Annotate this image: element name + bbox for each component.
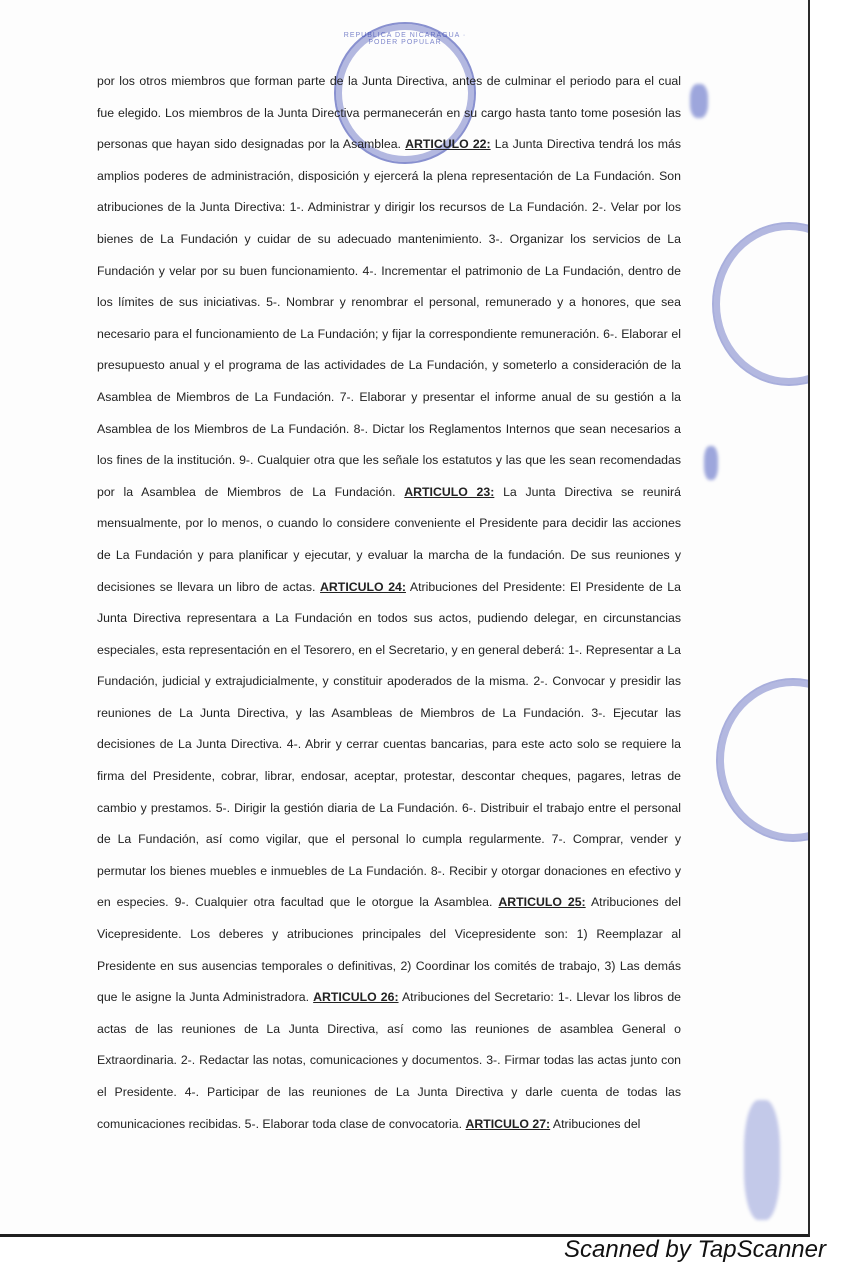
bold-text: Atribuciones del Vicepresidente. [97, 895, 682, 942]
bold-text: 6-. [603, 326, 618, 341]
body-text-span: Administrar y dirigir los recursos de La Fundación. [304, 200, 593, 215]
seal-text: REPUBLICA DE NICARAGUA · PODER POPULAR [343, 32, 467, 46]
margin-seal-stamp [712, 222, 810, 386]
body-text-span: por los otros miembros que forman parte de la Junta Directiva, antes de culminar el periodo para el cual fue elegido. Los miembros de la Junta Directiva permanecerán en su cargo hasta tanto tome posesión las personas que hayan sido designadas por la Asamblea. [97, 74, 681, 152]
body-text-span: La Junta Directiva tendrá los más amplios poderes de administración, disposición y ejercerá la plena representación de La Fundación. Son atribuciones de la Junta Directiva: [97, 137, 681, 215]
body-text-span: Coordinar los comités de trabajo, [411, 958, 605, 973]
ink-smudge [690, 84, 708, 118]
bold-text: 7-. [551, 832, 566, 847]
body-text-span: Elaborar el presupuesto anual y el programa de las actividades de La Fundación, y someterlo a consideración de la Asamblea de Miembros de La Fundación. [97, 326, 682, 404]
body-text-span: Dictar los Reglamentos Internos que sean necesarios a los fines de la institución. 9-. Cualquier otra que les señale los estatutos y las que les sean recomendadas por la Asamblea de Miembros de La Fundación. [97, 421, 681, 499]
document-body-text [97, 66, 681, 1140]
body-text-span: Elaborar toda clase de convocatoria. [259, 1116, 466, 1131]
body-text-span: Representar a La Fundación, judicial y extrajudicialmente, y constituir apoderados de la misma. [97, 642, 682, 689]
ink-smudge [744, 1100, 780, 1220]
article-heading: ARTICULO 25: [498, 895, 586, 910]
bold-text: 2) [400, 958, 412, 973]
article-heading: ARTICULO 22: [405, 137, 491, 152]
body-text-span: Convocar y presidir las reuniones de La Junta Directiva, y las Asambleas de Miembros de La Fundación. [97, 674, 682, 720]
bold-text: 1-. [289, 200, 305, 215]
body-text-span: Firmar todas las actas junto con el Presidente. [97, 1053, 681, 1099]
bold-text: 1-. [568, 642, 583, 657]
bold-text: 5-. [244, 1116, 259, 1131]
body-text-span: Llevar los libros de actas de las reuniones de La Junta Directiva, así como las reuniones de asamblea General o Extraordinaria. [97, 990, 681, 1068]
bold-text: 3-. [486, 1053, 501, 1068]
bold-text: Atribuciones del [550, 1116, 641, 1131]
body-text-span: Nombrar y renombrar el personal, remunerado y a honores, que sea necesario para el funcionamiento de La Fundación; y fijar la correspondiente remuneración. [97, 295, 681, 341]
bold-text: Atribuciones del Presidente: [405, 579, 566, 594]
bold-text: 2-. [533, 674, 548, 689]
body-text-span: Abrir y cerrar cuentas bancarias, para este acto solo se requiere la firma del Presidente, cobrar, librar, endosar, aceptar, protestar, descontar cheques, pagares, letras de cambio y prestamos. [97, 737, 681, 815]
bold-text: 6-. [461, 800, 477, 815]
article-heading: ARTICULO 24: [320, 579, 406, 594]
article-heading: ARTICULO 23: [404, 484, 495, 499]
margin-seal-stamp [716, 678, 810, 842]
body-text-span: Cualquier otra facultad que le otorgue la Asamblea. [188, 895, 499, 910]
bold-text: 3-. [591, 705, 606, 720]
bold-text: 4-. [184, 1085, 200, 1099]
body-text-span: Comprar, vender y permutar los bienes muebles e inmuebles de La Fundación. [97, 832, 681, 878]
body-text-span: Dirigir la gestión diaria de La Fundación. [230, 800, 462, 815]
bold-text: 8-. [353, 421, 369, 436]
body-text-span: Participar de las reuniones de La Junta Directiva y darle cuenta de todas las comunicaciones recibidas. [97, 1085, 681, 1131]
body-text-span: El Presidente de La Junta Directiva representara a La Fundación en todos sus actos, pudiendo delegar, en circunstancias especiales, esta representación en el Tesorero, en el Secretario, y en general deberá: [97, 579, 681, 657]
body-text-span: Elaborar y presentar el informe anual de su gestión a la Asamblea de los Miembros de La Fundación. [97, 389, 681, 436]
body-text-span: Velar por los bienes de La Fundación y cuidar de su adecuado mantenimiento. [97, 200, 681, 246]
bold-text: 3-. [488, 231, 503, 246]
article-heading: ARTICULO 27: [465, 1116, 551, 1131]
body-text-span: Distribuir el trabajo entre el personal de La Fundación, así como vigilar, que el personal lo cumpla regularmente. [97, 800, 681, 847]
body-text-span: Las demás que le asigne la Junta Administradora. [97, 958, 681, 1005]
body-text-span: Ejecutar las decisiones de La Junta Directiva. [97, 705, 681, 752]
bold-text: 5-. [266, 295, 281, 310]
bold-text: 1-. [557, 990, 573, 1005]
body-text-span: Reemplazar al Presidente en sus ausencias temporales o definitivas, [97, 927, 681, 973]
ink-smudge [704, 446, 718, 480]
bold-text: Atribuciones del Secretario: [398, 990, 554, 1005]
bold-text: 8-. [430, 863, 446, 878]
bold-text: 5-. [215, 800, 231, 815]
bold-text: 3) [604, 958, 616, 973]
bold-text: 9-. [174, 895, 189, 910]
body-text-span: Los deberes y atribuciones principales del Vicepresidente son: [181, 927, 577, 942]
article-heading: ARTICULO 26: [313, 990, 399, 1005]
scanner-watermark: Scanned by TapScanner [564, 1236, 826, 1263]
bold-text: 1) [576, 927, 588, 942]
body-text-span: Redactar las notas, comunicaciones y documentos. [195, 1053, 487, 1068]
bold-text: 4-. [286, 737, 302, 752]
body-text-span: Recibir y otorgar donaciones en efectivo y en especies. [97, 863, 681, 910]
body-text-span: La Junta Directiva se reunirá mensualmente, por lo menos, o cuando lo considere conveniente el Presidente para decidir las acciones de La Fundación y para planificar y ejecutar, y evaluar la marcha de la fundación. De sus reuniones y decisiones se llevara un libro de actas. [97, 484, 681, 594]
bold-text: 2-. [592, 200, 607, 215]
bold-text: 7-. [339, 389, 355, 404]
body-text-span: Organizar los servicios de La Fundación y velar por su buen funcionamiento. 4-. Incrementar el patrimonio de La Fundación, dentro de los límites de sus iniciativas. [97, 231, 681, 310]
bold-text: 2-. [180, 1053, 196, 1068]
